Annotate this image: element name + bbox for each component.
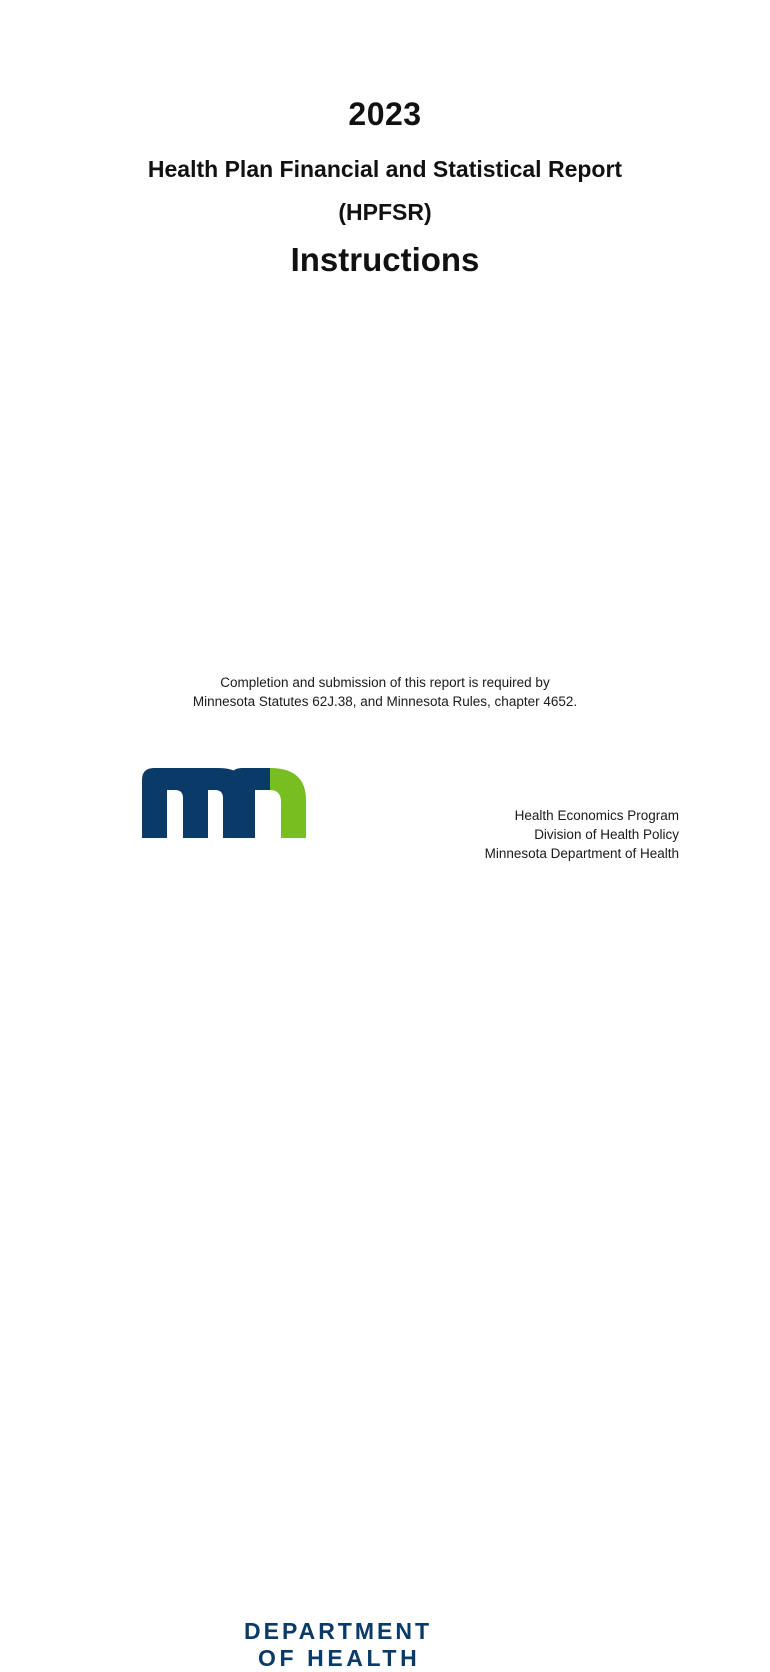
requirement-line-1: Completion and submission of this report is required by bbox=[220, 675, 550, 690]
mdh-logo bbox=[120, 764, 433, 1671]
report-year: 2023 bbox=[348, 96, 422, 132]
logo-n-navy-shape bbox=[230, 768, 270, 838]
statutory-requirement bbox=[0, 673, 770, 711]
mn-logo-mark-icon bbox=[120, 764, 320, 844]
requirement-line-2: Minnesota Statutes 62J.38, and Minnesota Rules, chapter 4652. bbox=[192, 694, 578, 709]
logo-n-green-shape bbox=[270, 768, 306, 838]
report-acronym: (HPFSR) bbox=[338, 199, 432, 225]
division-name: Division of Health Policy bbox=[534, 827, 679, 842]
wordmark-line-2: OF HEALTH bbox=[258, 1645, 421, 1671]
wordmark-line-1: DEPARTMENT bbox=[244, 1618, 433, 1644]
organization-block bbox=[485, 806, 679, 863]
department-name: Minnesota Department of Health bbox=[484, 846, 679, 861]
document-heading: Instructions bbox=[290, 241, 480, 278]
report-title: Health Plan Financial and Statistical Report bbox=[147, 156, 623, 182]
program-name: Health Economics Program bbox=[514, 808, 679, 823]
department-wordmark bbox=[244, 1618, 450, 1672]
